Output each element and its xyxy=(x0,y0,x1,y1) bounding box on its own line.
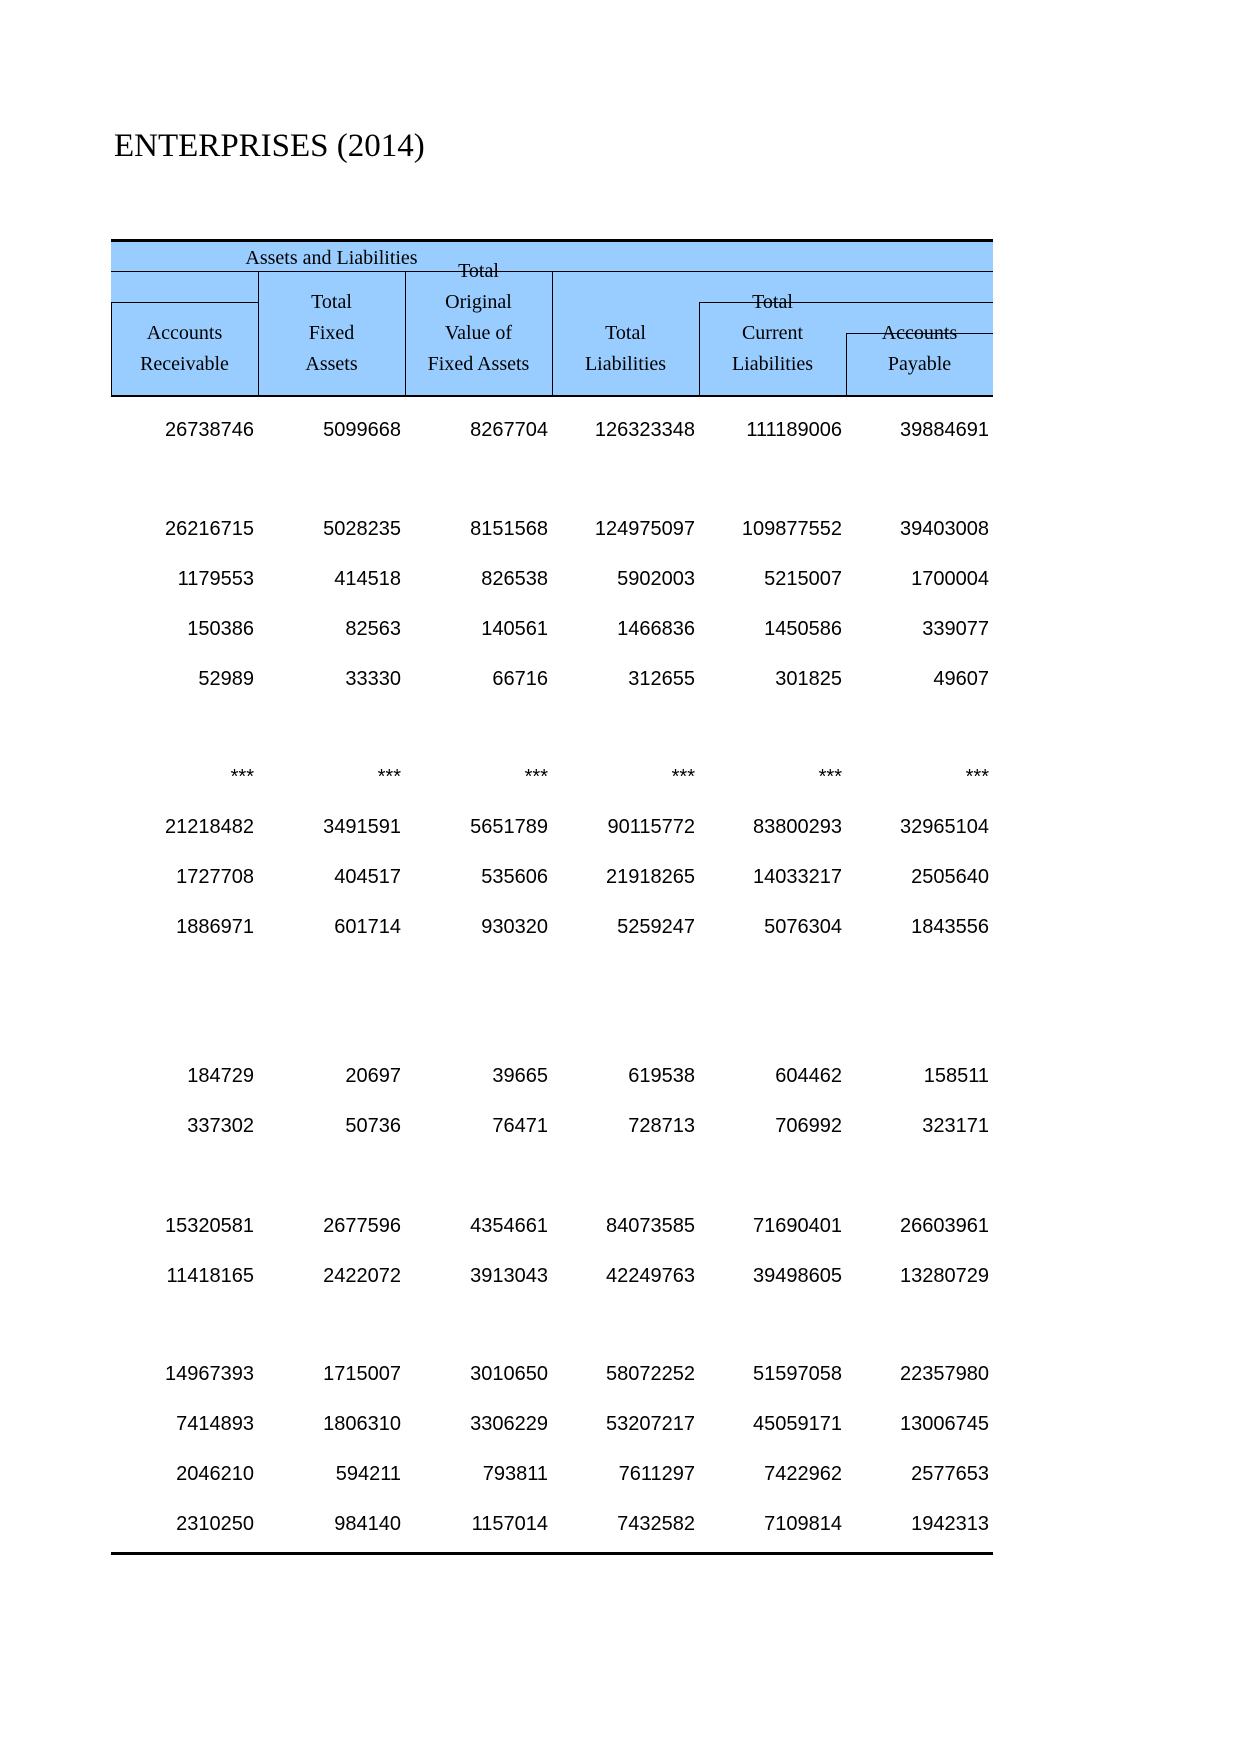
table-cell: 21918265 xyxy=(606,866,695,888)
table-cell: 84073585 xyxy=(606,1215,695,1237)
table-row xyxy=(111,1409,993,1439)
table-cell: 339077 xyxy=(922,618,989,640)
table-cell: 140561 xyxy=(481,618,548,640)
table-cell: 2677596 xyxy=(323,1215,401,1237)
table-row xyxy=(111,1509,993,1539)
table-cell: 535606 xyxy=(481,866,548,888)
column-header-text: Total xyxy=(605,322,646,344)
table-cell: 7432582 xyxy=(617,1513,695,1535)
table-cell: 312655 xyxy=(628,668,695,690)
table-cell: 109877552 xyxy=(741,518,842,540)
table-cell: 1179553 xyxy=(177,568,254,590)
table-cell: 930320 xyxy=(481,916,548,938)
group-label: Assets and Liabilities xyxy=(245,247,418,269)
table-cell: 45059171 xyxy=(753,1413,842,1435)
table-cell: 337302 xyxy=(187,1115,254,1137)
column-header-text: Assets xyxy=(305,353,358,375)
table-row xyxy=(111,664,993,694)
column-header-text: Receivable xyxy=(140,353,229,375)
header-top-rule xyxy=(111,239,993,242)
table-cell: 39498605 xyxy=(753,1265,842,1287)
table-cell: 2046210 xyxy=(176,1463,254,1485)
table-cell: 7109814 xyxy=(764,1513,842,1535)
table-cell: *** xyxy=(965,766,989,788)
table-cell: 2422072 xyxy=(323,1265,401,1287)
table-cell: *** xyxy=(818,766,842,788)
table-cell: 32965104 xyxy=(900,816,989,838)
table-cell: 5028235 xyxy=(323,518,401,540)
table-cell: 14967393 xyxy=(165,1363,254,1385)
column-header-text: Fixed xyxy=(308,322,355,344)
table-cell: 301825 xyxy=(775,668,842,690)
column-header-text: Accounts xyxy=(146,322,223,344)
table-cell: 1715007 xyxy=(323,1363,401,1385)
table-cell: 5651789 xyxy=(470,816,548,838)
table-cell: 20697 xyxy=(345,1065,401,1087)
table-cell: 52989 xyxy=(198,668,254,690)
table-cell: 58072252 xyxy=(606,1363,695,1385)
table-cell: 83800293 xyxy=(753,816,842,838)
table-cell: 323171 xyxy=(922,1115,989,1137)
table-bottom-rule xyxy=(111,1552,993,1555)
table-row xyxy=(111,912,993,942)
table-cell: 1886971 xyxy=(176,916,254,938)
table-cell: 706992 xyxy=(775,1115,842,1137)
table-row xyxy=(111,1261,993,1291)
table-cell: 26216715 xyxy=(165,518,254,540)
table-cell: 8151568 xyxy=(470,518,548,540)
table-cell: 90115772 xyxy=(607,816,695,838)
table-cell: 22357980 xyxy=(900,1363,989,1385)
table-cell: 984140 xyxy=(334,1513,401,1535)
table-row xyxy=(111,1211,993,1241)
table-cell: 594211 xyxy=(335,1463,401,1485)
table-cell: 3306229 xyxy=(470,1413,548,1435)
table-cell: 50736 xyxy=(345,1115,401,1137)
table-cell: 5099668 xyxy=(323,419,401,441)
table-cell: 71690401 xyxy=(753,1215,842,1237)
table-cell: 76471 xyxy=(492,1115,548,1137)
column-header-text: Original xyxy=(445,291,512,313)
table-cell: 1700004 xyxy=(911,568,989,590)
table-cell: 39403008 xyxy=(900,518,989,540)
table-cell: 7414893 xyxy=(176,1413,254,1435)
table-cell: 619538 xyxy=(628,1065,695,1087)
table-cell: 2505640 xyxy=(911,866,989,888)
table-cell: 3010650 xyxy=(470,1363,548,1385)
table-cell: 126323348 xyxy=(594,419,695,441)
table-cell: 111189006 xyxy=(746,419,842,441)
table-cell: 14033217 xyxy=(753,866,842,888)
table-row xyxy=(111,1061,993,1091)
table-cell: *** xyxy=(377,766,401,788)
table-cell: *** xyxy=(230,766,254,788)
table-cell: 8267704 xyxy=(470,419,548,441)
table-cell: 11418165 xyxy=(166,1265,254,1287)
table-row xyxy=(111,762,993,792)
table-cell: 150386 xyxy=(187,618,254,640)
table-cell: 728713 xyxy=(628,1115,695,1137)
table-cell: 601714 xyxy=(334,916,401,938)
table-cell: 5076304 xyxy=(764,916,842,938)
table-cell: 39665 xyxy=(492,1065,548,1087)
table-cell: 793811 xyxy=(482,1463,548,1485)
table-cell: 5259247 xyxy=(617,916,695,938)
table-row xyxy=(111,614,993,644)
column-header-text: Total xyxy=(752,291,793,313)
table-cell: 1843556 xyxy=(911,916,989,938)
table-cell: 51597058 xyxy=(753,1363,842,1385)
table-cell: 39884691 xyxy=(900,419,989,441)
column-header-text: Liabilities xyxy=(731,353,814,375)
header-rule xyxy=(111,302,258,303)
table-cell: 4354661 xyxy=(470,1215,548,1237)
table-cell: 1806310 xyxy=(323,1413,401,1435)
table-cell: 7611297 xyxy=(618,1463,695,1485)
table-cell: 66716 xyxy=(492,668,548,690)
table-cell: 2577653 xyxy=(911,1463,989,1485)
table-cell: 404517 xyxy=(334,866,401,888)
table-row xyxy=(111,415,993,445)
column-header-text: Payable xyxy=(887,353,952,375)
table-cell: 5215007 xyxy=(764,568,842,590)
column-header-text: Current xyxy=(741,322,804,344)
table-cell: 53207217 xyxy=(606,1413,695,1435)
column-header-text: Total xyxy=(458,260,499,282)
table-cell: 13006745 xyxy=(900,1413,989,1435)
table-row xyxy=(111,1359,993,1389)
column-header-text: Accounts xyxy=(881,322,958,344)
table-cell: 184729 xyxy=(187,1065,254,1087)
table-row xyxy=(111,1111,993,1141)
table-cell: 82563 xyxy=(345,618,401,640)
table-cell: 26738746 xyxy=(165,419,254,441)
table-cell: 1942313 xyxy=(911,1513,989,1535)
table-cell: 13280729 xyxy=(900,1265,989,1287)
table-cell: 5902003 xyxy=(617,568,695,590)
table-cell: 33330 xyxy=(345,668,401,690)
table-cell: 15320581 xyxy=(165,1215,254,1237)
table-cell: *** xyxy=(671,766,695,788)
column-header-text: Fixed Assets xyxy=(427,353,530,375)
page-title: ENTERPRISES (2014) xyxy=(114,128,425,164)
table-cell: 1450586 xyxy=(764,618,842,640)
table-cell: *** xyxy=(524,766,548,788)
table-row xyxy=(111,812,993,842)
table-row xyxy=(111,1459,993,1489)
table-cell: 49607 xyxy=(933,668,989,690)
table-cell: 1466836 xyxy=(617,618,695,640)
column-header-text: Value of xyxy=(444,322,513,344)
table-cell: 7422962 xyxy=(764,1463,842,1485)
table-cell: 21218482 xyxy=(165,816,254,838)
table-cell: 26603961 xyxy=(900,1215,989,1237)
column-header-text: Total xyxy=(311,291,352,313)
table-cell: 124975097 xyxy=(594,518,695,540)
table-cell: 1727708 xyxy=(176,866,254,888)
table-cell: 3491591 xyxy=(323,816,401,838)
table-cell: 42249763 xyxy=(606,1265,695,1287)
table-cell: 3913043 xyxy=(470,1265,548,1287)
table-row xyxy=(111,862,993,892)
table-cell: 158511 xyxy=(923,1065,989,1087)
table-cell: 2310250 xyxy=(176,1513,254,1535)
table-cell: 826538 xyxy=(481,568,548,590)
column-header-text: Liabilities xyxy=(584,353,667,375)
table-row xyxy=(111,514,993,544)
table-row xyxy=(111,564,993,594)
table-cell: 1157014 xyxy=(471,1513,548,1535)
table-cell: 604462 xyxy=(775,1065,842,1087)
table-cell: 414518 xyxy=(334,568,401,590)
